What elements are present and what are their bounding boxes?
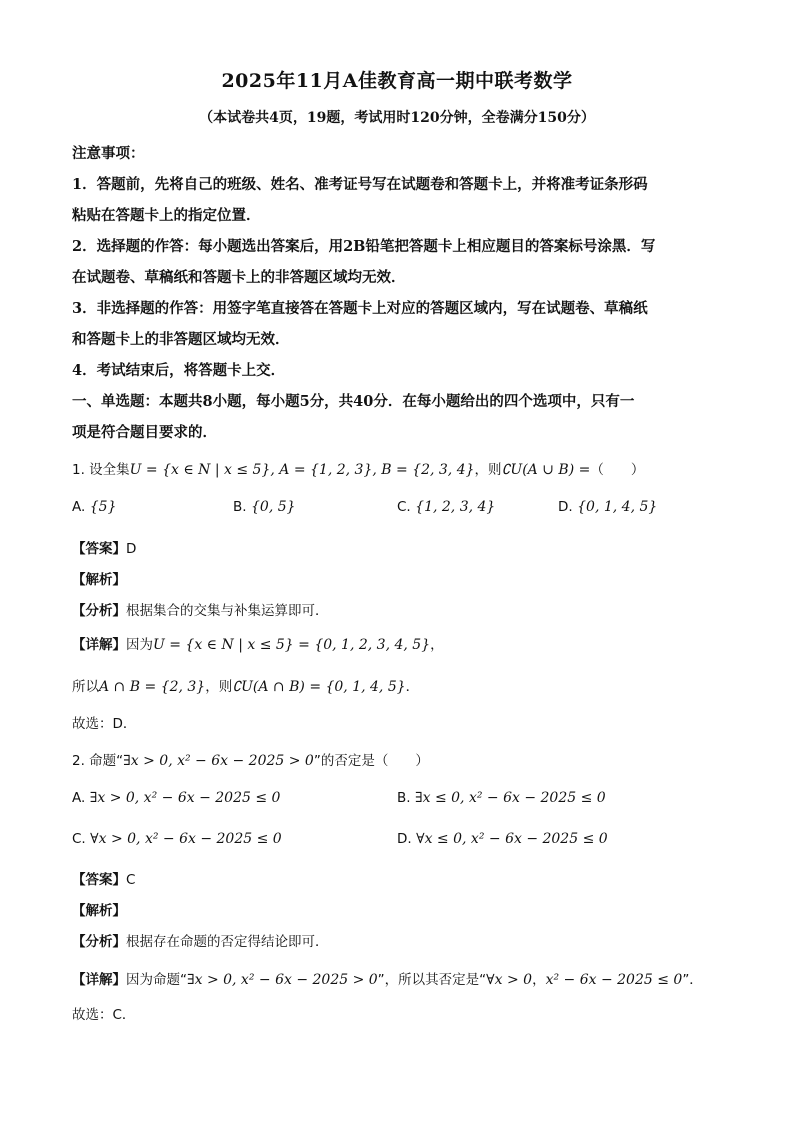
option-value: ∀x ≤ 0, x² − 6x − 2025 ≤ 0	[416, 831, 608, 847]
note-2-line-2: 在试题卷、草稿纸和答题卡上的非答题区域均无效．	[72, 269, 406, 286]
suoyi-math-2: ∁U(A ∩ B) = {0, 1, 4, 5}	[232, 679, 406, 695]
suoyi-post: ．	[405, 679, 420, 695]
option-value: ∃x > 0, x² − 6x − 2025 ≤ 0	[89, 790, 281, 806]
option-label: C.	[72, 831, 86, 847]
question-1-fenxi	[72, 599, 732, 619]
question-1-tail-math: ∁U(A ∪ B) =	[501, 462, 591, 478]
option-value: {5}	[89, 499, 117, 515]
note-3-line-1: 3．非选择题的作答：用签字笔直接答在答题卡上对应的答题区域内，写在试题卷、草稿纸	[72, 300, 648, 317]
option-label: D.	[397, 831, 412, 847]
option-label: B.	[233, 499, 247, 515]
question-1-option-b	[233, 499, 296, 515]
question-1-mid: ，则	[474, 462, 502, 478]
xiangjie-pre: 因为命题“	[126, 972, 187, 988]
question-2-math: ∃x > 0, x² − 6x − 2025 > 0	[123, 753, 314, 769]
section-1-line-1: 一、单选题：本题共8小题，每小题5分，共40分．在每小题给出的四个选项中，只有一	[72, 393, 635, 410]
option-label: A.	[72, 790, 86, 806]
page-title: 2025年11月A佳教育高一期中联考数学	[221, 70, 573, 92]
fenxi-text: 根据存在命题的否定得结论即可．	[126, 934, 329, 950]
option-value: {0, 1, 4, 5}	[577, 499, 658, 515]
option-label: B.	[397, 790, 411, 806]
question-1-suoyi	[72, 675, 732, 695]
fenxi-text: 根据集合的交集与补集运算即可．	[126, 603, 329, 619]
option-value: {1, 2, 3, 4}	[415, 499, 496, 515]
fenxi-tag: 【分析】	[72, 603, 126, 619]
option-value: ∃x ≤ 0, x² − 6x − 2025 ≤ 0	[415, 790, 606, 806]
section-1-line-2: 项是符合题目要求的．	[72, 424, 217, 441]
answer-value: D	[126, 541, 137, 557]
question-1-paren: （ ）	[590, 462, 645, 478]
xiangjie-mid: ”，所以其否定是“	[377, 972, 487, 988]
question-2-option-c	[72, 831, 282, 847]
question-2-fenxi	[72, 930, 732, 950]
xiangjie-math: U = {x ∈ N | x ≤ 5} = {0, 1, 2, 3, 4, 5}	[153, 637, 431, 653]
note-2-line-1: 2．选择题的作答：每小题选出答案后，用2B铅笔把答题卡上相应题目的答案标号涂黑．写	[72, 238, 656, 255]
question-1-choose	[72, 712, 732, 732]
xiangjie-tag: 【详解】	[72, 637, 126, 653]
question-1-prefix: 1. 设全集	[72, 462, 130, 478]
question-2-answer	[72, 868, 732, 888]
question-1-option-a	[72, 499, 116, 515]
option-label: C.	[397, 499, 411, 515]
answer-value: C	[126, 872, 136, 888]
analysis-tag: 【解析】	[72, 572, 126, 588]
suoyi-pre: 所以	[72, 679, 99, 695]
question-2-xiangjie	[72, 968, 732, 988]
suoyi-math-1: A ∩ B = {2, 3}	[99, 679, 206, 695]
question-2-prefix: 2. 命题“	[72, 753, 124, 769]
question-1-answer	[72, 537, 732, 557]
note-4: 4．考试结束后，将答题卡上交．	[72, 362, 286, 379]
xiangjie-math-2: ∀x > 0	[486, 972, 533, 988]
question-1-option-d	[558, 499, 657, 515]
xiangjie-tag: 【详解】	[72, 972, 126, 988]
question-2-suffix: ”的否定是（ ）	[313, 753, 429, 769]
note-1-line-1: 1．答题前，先将自己的班级、姓名、准考证号写在试题卷和答题卡上，并将准考证条形码	[72, 176, 648, 193]
choose-text: 故选：C．	[72, 1007, 136, 1023]
question-2-stem	[72, 749, 732, 769]
option-value: ∀x > 0, x² − 6x − 2025 ≤ 0	[90, 831, 282, 847]
question-2-option-a	[72, 790, 280, 806]
xiangjie-math-1: ∃x > 0, x² − 6x − 2025 > 0	[187, 972, 378, 988]
answer-tag: 【答案】	[72, 872, 126, 888]
page-subtitle: （本试卷共4页，19题，考试用时120分钟，全卷满分150分）	[199, 110, 595, 126]
note-3-line-2: 和答题卡上的非答题区域均无效．	[72, 331, 290, 348]
question-1-option-c	[397, 499, 495, 515]
question-2-analysis	[72, 899, 732, 919]
question-1-stem	[72, 458, 732, 478]
question-2-option-b	[397, 790, 606, 806]
choose-text: 故选：D．	[72, 716, 137, 732]
xiangjie-pre: 因为	[126, 637, 153, 653]
xiangjie-math-3: x² − 6x − 2025 ≤ 0	[545, 972, 683, 988]
option-label: D.	[558, 499, 573, 515]
fenxi-tag: 【分析】	[72, 934, 126, 950]
question-2-choose	[72, 1003, 732, 1023]
xiangjie-post: ”．	[682, 972, 703, 988]
option-value: {0, 5}	[251, 499, 296, 515]
suoyi-mid: ，则	[205, 679, 233, 695]
xiangjie-comma: ，	[532, 972, 546, 988]
xiangjie-post: ，	[430, 637, 444, 653]
question-2-option-d	[397, 831, 608, 847]
answer-tag: 【答案】	[72, 541, 126, 557]
note-1-line-2: 粘贴在答题卡上的指定位置．	[72, 207, 261, 224]
notes-heading: 注意事项：	[72, 145, 145, 162]
question-1-math: U = {x ∈ N | x ≤ 5}, A = {1, 2, 3}, B = {2, 3, 4}	[129, 462, 475, 478]
option-label: A.	[72, 499, 86, 515]
analysis-tag: 【解析】	[72, 903, 126, 919]
question-1-xiangjie	[72, 633, 732, 653]
question-1-analysis	[72, 568, 732, 588]
